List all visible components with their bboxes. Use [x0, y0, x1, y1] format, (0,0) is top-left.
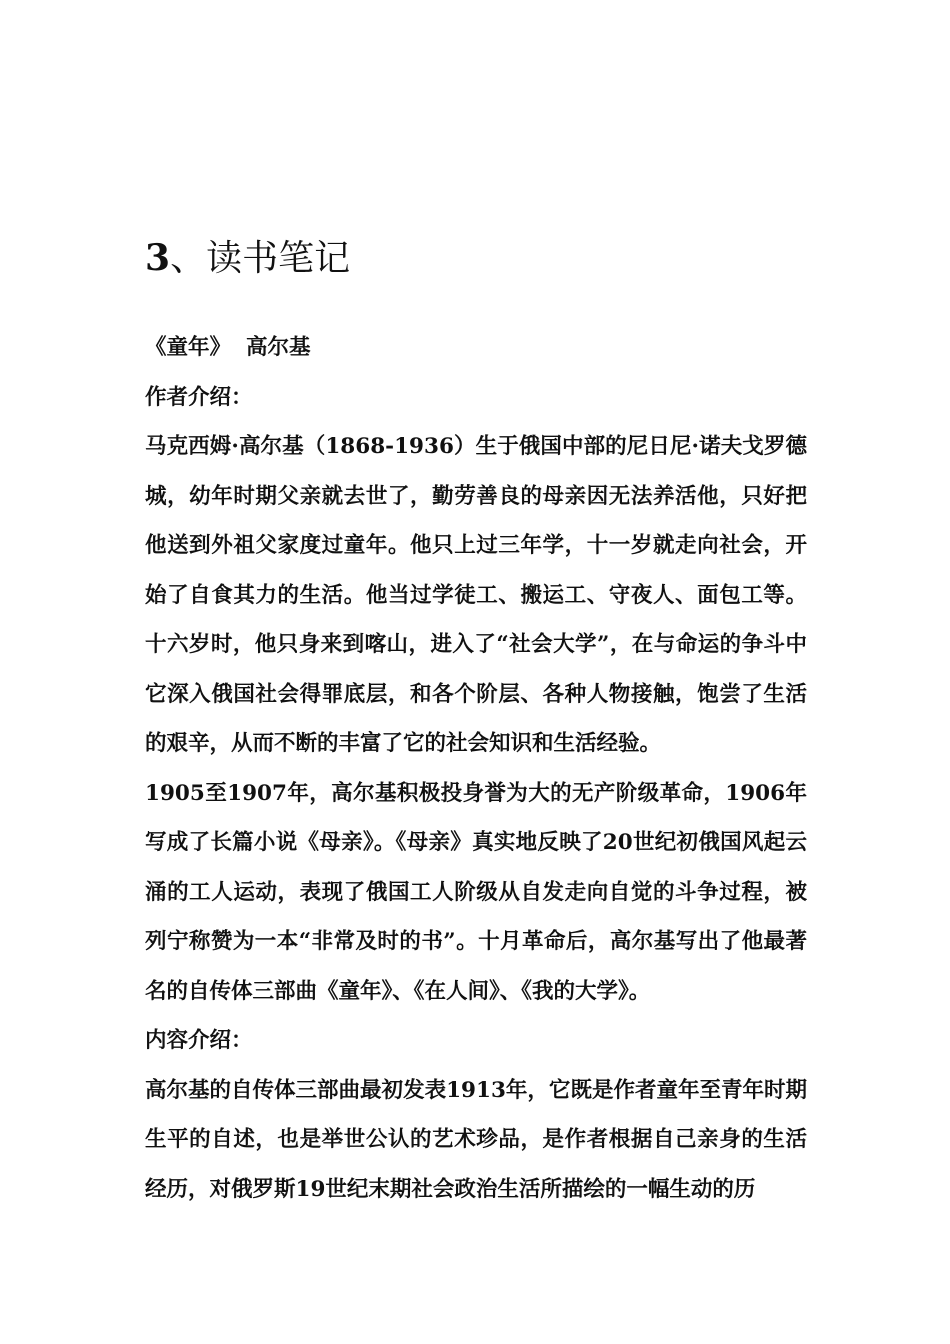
author-intro-label: 作者介绍： — [145, 384, 253, 410]
book-line — [145, 323, 807, 373]
content-intro-paragraph: 高尔基的自传体三部曲最初发表1913年，它既是作者童年至青年时期生平的自述，也是举世公认的艺术珍品，是作者根据自己亲身的生活经历，对俄罗斯19世纪末期社会政治生活所描绘的一幅生动的历 — [145, 1077, 807, 1202]
section-heading — [145, 232, 350, 285]
book-title: 《童年》 — [145, 335, 232, 360]
document-body — [145, 323, 807, 1214]
content-intro-label: 内容介绍： — [145, 1028, 253, 1053]
section-number: 3 — [145, 237, 171, 279]
author-intro-paragraph-1: 马克西姆·高尔基（1868-1936）生于俄国中部的尼日尼·诺夫戈罗德城，幼年时期父亲就去世了，勤劳善良的母亲因无法养活他，只好把他送到外祖父家度过童年。他只上过三年学，十一岁就走向社会，开始了自食其力的生活。他当过学徒工、搬运工、守夜人、面包工等。十六岁时，他只身来到喀山，进入了“社会大学”，在与命运的争斗中它深入俄国社会得罪底层，和各个阶层、各种人物接触，饱尝了生活的艰辛，从而不断的丰富了它的社会知识和生活经验。 — [145, 434, 807, 756]
section-title: 读书笔记 — [206, 238, 351, 279]
book-author: 高尔基 — [246, 335, 311, 360]
author-intro-paragraph-2: 1905至1907年，高尔基积极投身誉为大的无产阶级革命，1906年写成了长篇小说《母亲》。《母亲》真实地反映了20世纪初俄国风起云涌的工人运动，表现了俄国工人阶级从自发走向自觉的斗争过程，被列宁称赞为一本“非常及时的书”。十月革命后，高尔基写出了他最著名的自传体三部曲《童年》、《在人间》、《我的大学》。 — [145, 780, 807, 1004]
section-separator: 、 — [170, 238, 207, 279]
